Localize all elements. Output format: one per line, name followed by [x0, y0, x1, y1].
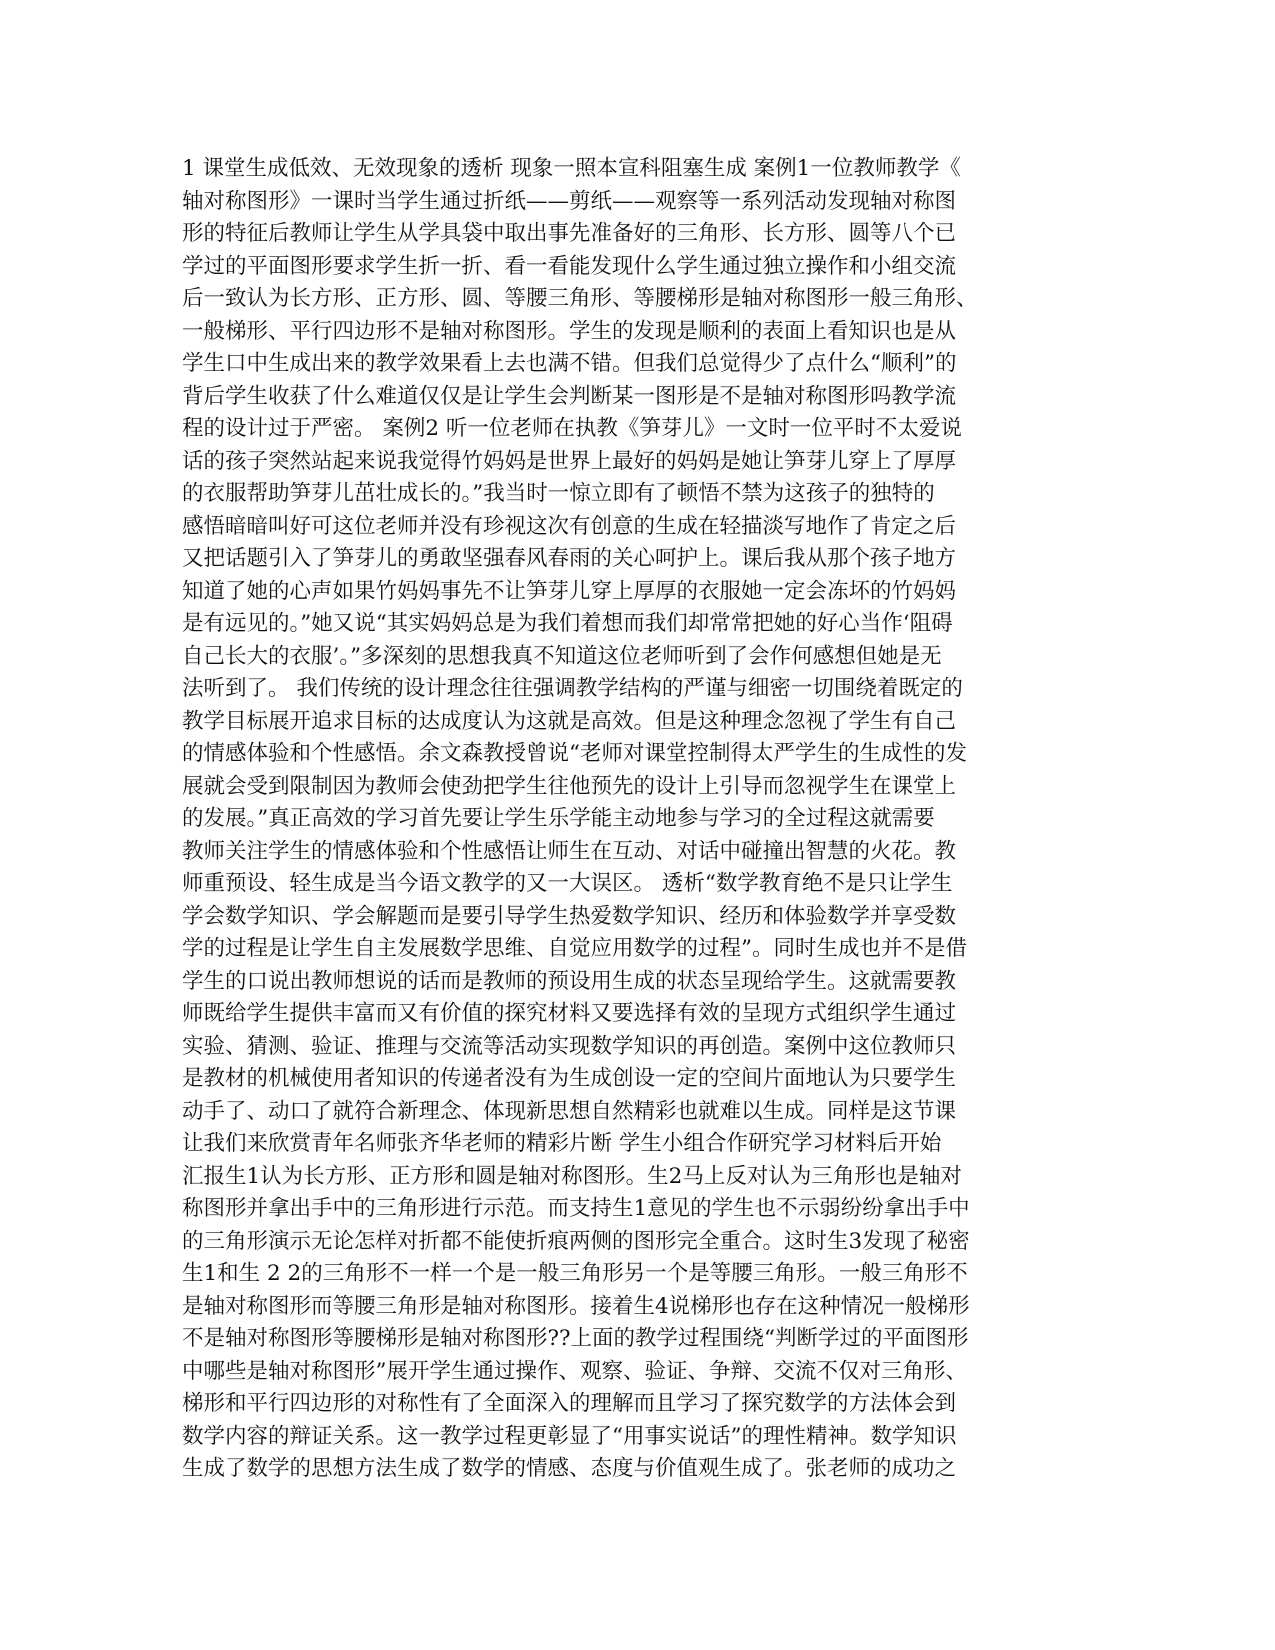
text-line: 又把话题引入了笋芽儿的勇敢坚强春风春雨的关心呵护上。课后我从那个孩子地方 — [182, 546, 957, 571]
text-line: 称图形并拿出手中的三角形进行示范。而支持生1意见的学生也不示弱纷纷拿出手中 — [182, 1196, 970, 1221]
text-line: 程的设计过于严密。 案例2 听一位老师在执教《笋芽儿》一文时一位平时不太爱说 — [182, 416, 962, 441]
text-line: 学的过程是让学生自主发展数学思维、自觉应用数学的过程”。同时生成也并不是借 — [182, 936, 967, 961]
text-line: 的衣服帮助笋芽儿茁壮成长的。”我当时一惊立即有了顿悟不禁为这孩子的独特的 — [182, 481, 935, 506]
text-line: 一般梯形、平行四边形不是轴对称图形。学生的发现是顺利的表面上看知识也是从 — [182, 318, 957, 344]
text-line: 教师关注学生的情感体验和个性感悟让师生在互动、对话中碰撞出智慧的火花。教 — [182, 838, 957, 864]
text-line: 师既给学生提供丰富而又有价值的探究材料又要选择有效的呈现方式组织学生通过 — [182, 1001, 957, 1026]
text-line: 自己长大的衣服’。”多深刻的思想我真不知道这位老师听到了会作何感想但她是无 — [182, 643, 942, 669]
text-line: 中哪些是轴对称图形”展开学生通过操作、观察、验证、争辩、交流不仅对三角形、 — [182, 1358, 967, 1384]
text-line: 汇报生1认为长方形、正方形和圆是轴对称图形。生2马上反对认为三角形也是轴对 — [182, 1163, 962, 1189]
text-line: 师重预设、轻生成是当今语文教学的又一大误区。 透析“数学教育绝不是只让学生 — [182, 871, 953, 896]
text-line: 话的孩子突然站起来说我觉得竹妈妈是世界上最好的妈妈是她让笋芽儿穿上了厚厚 — [182, 448, 957, 474]
text-line: 教学目标展开追求目标的达成度认为这就是高效。但是这种理念忽视了学生有自己 — [182, 708, 957, 734]
text-line: 1 课堂生成低效、无效现象的透析 现象一照本宣科阻塞生成 案例1一位教师教学《 — [182, 156, 961, 181]
text-line: 生成了数学的思想方法生成了数学的情感、态度与价值观生成了。张老师的成功之 — [182, 1456, 957, 1481]
text-line: 是有远见的。”她又说“其实妈妈总是为我们着想而我们却常常把她的好心当作‘阻碍 — [182, 611, 953, 636]
text-line: 知道了她的心声如果竹妈妈事先不让笋芽儿穿上厚厚的衣服她一定会冻坏的竹妈妈 — [182, 578, 957, 604]
text-line: 后一致认为长方形、正方形、圆、等腰三角形、等腰梯形是轴对称图形一般三角形、 — [182, 286, 978, 311]
text-line: 是轴对称图形而等腰三角形是轴对称图形。接着生4说梯形也存在这种情况一般梯形 — [182, 1293, 970, 1319]
text-line: 学生的口说出教师想说的话而是教师的预设用生成的状态呈现给学生。这就需要教 — [182, 968, 957, 994]
text-line: 的三角形演示无论怎样对折都不能使折痕两侧的图形完全重合。这时生3发现了秘密 — [182, 1228, 970, 1254]
text-line: 是教材的机械使用者知识的传递者没有为生成创设一定的空间片面地认为只要学生 — [182, 1066, 957, 1091]
body-text — [182, 153, 1082, 1486]
text-line: 学会数学知识、学会解题而是要引导学生热爱数学知识、经历和体验数学并享受数 — [182, 903, 957, 929]
text-line: 不是轴对称图形等腰梯形是轴对称图形??上面的教学过程围绕“判断学过的平面图形 — [182, 1326, 969, 1351]
text-line: 数学内容的辩证关系。这一教学过程更彰显了“用事实说话”的理性精神。数学知识 — [182, 1423, 957, 1449]
text-line: 形的特征后教师让学生从学具袋中取出事先准备好的三角形、长方形、圆等八个已 — [182, 221, 957, 246]
text-line: 生1和生 2 2的三角形不一样一个是一般三角形另一个是等腰三角形。一般三角形不 — [182, 1261, 968, 1286]
text-line: 感悟暗暗叫好可这位老师并没有珍视这次有创意的生成在轻描淡写地作了肯定之后 — [182, 513, 957, 539]
text-line: 让我们来欣赏青年名师张齐华老师的精彩片断 学生小组合作研究学习材料后开始 — [182, 1131, 942, 1156]
text-line: 学过的平面图形要求学生折一折、看一看能发现什么学生通过独立操作和小组交流 — [182, 253, 957, 279]
text-line: 法听到了。 我们传统的设计理念往往强调教学结构的严谨与细密一切围绕着既定的 — [182, 676, 963, 701]
text-line: 轴对称图形》一课时当学生通过折纸——剪纸——观察等一系列活动发现轴对称图 — [182, 188, 957, 214]
text-line: 展就会受到限制因为教师会使劲把学生往他预先的设计上引导而忽视学生在课堂上 — [182, 773, 957, 799]
text-line: 学生口中生成出来的教学效果看上去也满不错。但我们总觉得少了点什么“顺利”的 — [182, 351, 957, 376]
text-line: 实验、猜测、验证、推理与交流等活动实现数学知识的再创造。案例中这位教师只 — [182, 1033, 957, 1059]
text-line: 梯形和平行四边形的对称性有了全面深入的理解而且学习了探究数学的方法体会到 — [182, 1391, 957, 1416]
text-line: 背后学生收获了什么难道仅仅是让学生会判断某一图形是不是轴对称图形吗教学流 — [182, 383, 957, 409]
text-line: 的情感体验和个性感悟。余文森教授曾说“老师对课堂控制得太严学生的生成性的发 — [182, 741, 967, 766]
text-line: 动手了、动口了就符合新理念、体现新思想自然精彩也就难以生成。同样是这节课 — [182, 1098, 957, 1124]
text-line: 的发展。”真正高效的学习首先要让学生乐学能主动地参与学习的全过程这就需要 — [182, 806, 935, 831]
